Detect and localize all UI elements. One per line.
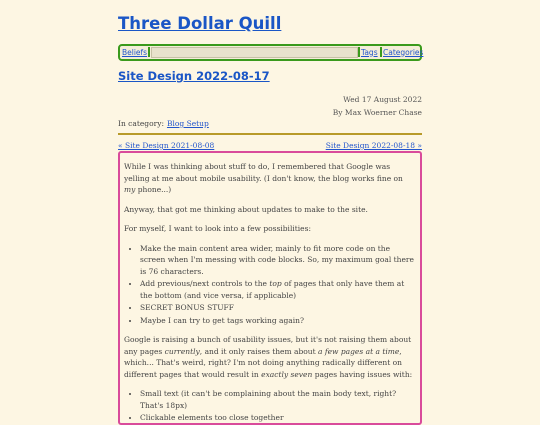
paragraph: Anyway, that got me thinking about updates to make to the site.: [124, 204, 368, 214]
category-link[interactable]: Blog Setup: [166, 119, 209, 128]
post-date: Wed 17 August 2022: [343, 95, 422, 104]
nav-divider: [380, 47, 382, 57]
previous-post-link[interactable]: « Site Design 2021-08-08: [118, 141, 215, 150]
nav-link-categories[interactable]: Categories: [383, 47, 424, 57]
text-span: , and it only raises them about: [199, 346, 318, 356]
list-item: • Maybe I can try to get tags working again?: [140, 315, 416, 327]
divider-rule: [118, 133, 422, 135]
bullet-list: [124, 388, 416, 424]
paragraph: For myself, I want to look into a few possibilities:: [124, 224, 311, 233]
post-category: [118, 119, 209, 128]
text-span: Add previous/next controls to the: [140, 279, 270, 288]
list-item: • Clickable elements too close together: [140, 412, 416, 424]
emphasis: top: [269, 279, 282, 288]
text-span: , which... That's weird, right? I'm not doing anything radically different on different pages that would result in: [124, 346, 402, 379]
emphasis: currently: [164, 346, 200, 356]
list-item: • SECRET BONUS STUFF: [140, 302, 416, 314]
post-title-link[interactable]: Site Design 2022-08-17: [118, 69, 270, 83]
nav-bar: [118, 44, 422, 61]
nav-link-tags[interactable]: Tags: [361, 47, 378, 57]
emphasis: my: [124, 185, 136, 194]
text-span: pages having issues with:: [312, 369, 413, 379]
paragraph: [124, 161, 416, 196]
article-body: [118, 151, 422, 425]
bullet-list: [124, 243, 416, 327]
text-span: While I was thinking about stuff to do, I remembered that Google was yelling at me about mobile usability. (I don't know, the blog works fine on: [124, 162, 403, 183]
emphasis: a few pages at a time: [317, 346, 400, 356]
list-item: • Small text (it can't be complaining about the main body text, right? That's 18px): [140, 388, 416, 411]
category-label: In category:: [118, 119, 164, 128]
text-span: of pages that only have them at the bottom (and vice versa, if applicable): [140, 279, 405, 300]
text-span: Google is raising a bunch of usability issues, but it's not raising them about any pages: [124, 335, 412, 356]
nav-divider: [358, 47, 360, 57]
nav-link-beliefs[interactable]: Beliefs: [122, 47, 148, 57]
search-input[interactable]: [151, 47, 358, 58]
list-item: • Make the main content area wider, mainly to fit more code on the screen when I'm messing with code blocks. So, my maximum goal there is 76 characters.: [140, 243, 416, 278]
site-title-link[interactable]: Three Dollar Quill: [118, 14, 282, 33]
text-span: phone...): [135, 185, 172, 194]
paragraph: [124, 334, 416, 380]
next-post-link[interactable]: Site Design 2022-08-18 »: [325, 141, 422, 150]
nav-divider: [148, 47, 150, 57]
list-item: [140, 278, 416, 301]
post-author: By Max Woerner Chase: [332, 108, 422, 117]
emphasis: exactly seven: [261, 369, 313, 379]
